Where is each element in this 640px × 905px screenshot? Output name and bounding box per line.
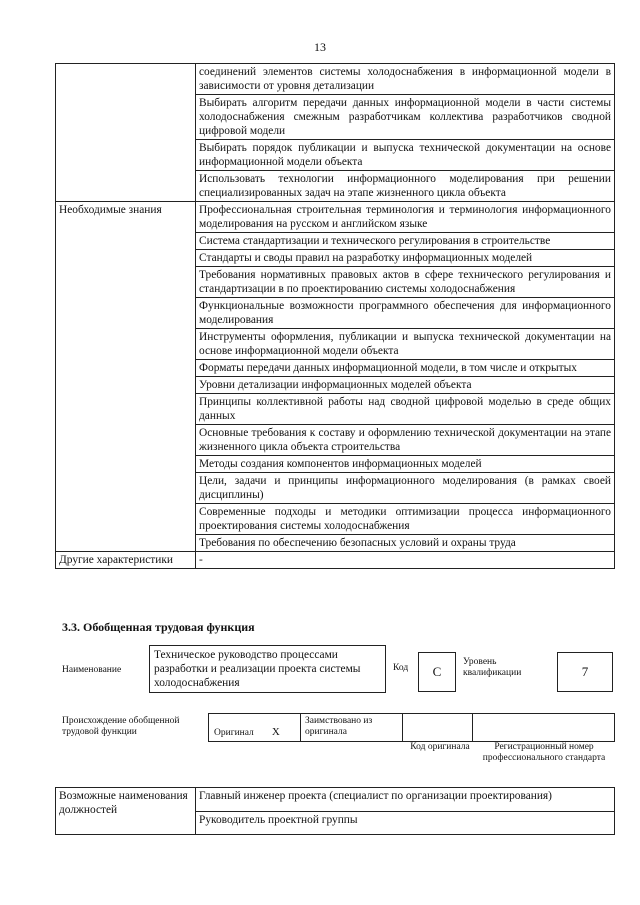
gtf-code: C	[418, 652, 456, 692]
gtf-name: Техническое руководство процессами разработки и реализации проекта системы холодоснабжения	[149, 645, 386, 693]
code-caption: Код оригинала	[410, 742, 470, 752]
original-label: Оригинал	[214, 728, 254, 738]
borrowed-label: Заимствовано из оригинала	[300, 713, 403, 742]
knowledge-item: Принципы коллективной работы над сводной цифровой моделью в среде общих данных	[196, 394, 615, 425]
knowledge-item: Основные требования к составу и оформлению технической документации на этапе жизненного цикла объекта строительства	[196, 425, 615, 456]
skills-label-cell	[56, 64, 196, 202]
skill-item: Использовать технологии информационного моделирования при решении специализированных задач на этапе жизненного цикла объекта	[196, 171, 615, 202]
knowledge-item: Форматы передачи данных информационной модели, в том числе и открытых	[196, 360, 615, 377]
name-label: Наименование	[62, 665, 122, 675]
knowledge-item: Требования по обеспечению безопасных условий и охраны труда	[196, 535, 615, 552]
knowledge-item: Стандарты и своды правил на разработку информационных моделей	[196, 250, 615, 267]
knowledge-table	[55, 63, 615, 569]
skill-item: Выбирать алгоритм передачи данных информационной модели в части системы холодоснабжения смежным разработчикам коллектива разработчиков сводной цифровой модели	[196, 95, 615, 140]
gtf-level: 7	[557, 652, 613, 692]
origin-reg-cell	[472, 713, 615, 742]
skill-item: Выбирать порядок публикации и выпуска технической документации на основе информационной модели объекта	[196, 140, 615, 171]
knowledge-item: Современные подходы и методики оптимизации процесса информационного проектирования системы холодоснабжения	[196, 504, 615, 535]
knowledge-label: Необходимые знания	[56, 202, 196, 552]
position-item: Руководитель проектной группы	[196, 811, 615, 835]
knowledge-item: Функциональные возможности программного обеспечения для информационного моделирования	[196, 298, 615, 329]
knowledge-item: Инструменты оформления, публикации и выпуска технической документации на основе информационной модели объекта	[196, 329, 615, 360]
level-label: Уровень квалификации	[463, 657, 522, 678]
knowledge-item: Уровни детализации информационных моделей объекта	[196, 377, 615, 394]
section-title: 3.3. Обобщенная трудовая функция	[62, 620, 255, 634]
code-label: Код	[393, 663, 409, 673]
positions-label: Возможные наименования должностей	[56, 788, 196, 835]
other-label: Другие характеристики	[56, 552, 196, 569]
knowledge-item: Цели, задачи и принципы информационного моделирования (в рамках своей дисциплины)	[196, 473, 615, 504]
reg-caption: Регистрационный номер профессионального стандарта	[482, 742, 606, 763]
page-number: 13	[314, 40, 326, 54]
origin-code-cell	[402, 713, 473, 742]
position-item: Главный инженер проекта (специалист по организации проектирования)	[196, 788, 615, 812]
original-mark: X	[271, 726, 280, 738]
origin-original-cell	[208, 713, 301, 742]
origin-label: Происхождение обобщенной трудовой функции	[62, 716, 180, 737]
knowledge-item: Требования нормативных правовых актов в сфере технического регулирования и стандартизации в по проектированию системы холодоснабжения	[196, 267, 615, 298]
knowledge-item: Профессиональная строительная терминология и терминология информационного моделирования на русском и английском языке	[196, 202, 615, 233]
other-value: -	[196, 552, 615, 569]
positions-table	[55, 787, 615, 835]
skill-item: соединений элементов системы холодоснабжения в информационной модели в зависимости от уровня детализации	[196, 64, 615, 95]
knowledge-item: Методы создания компонентов информационных моделей	[196, 456, 615, 473]
knowledge-item: Система стандартизации и технического регулирования в строительстве	[196, 233, 615, 250]
